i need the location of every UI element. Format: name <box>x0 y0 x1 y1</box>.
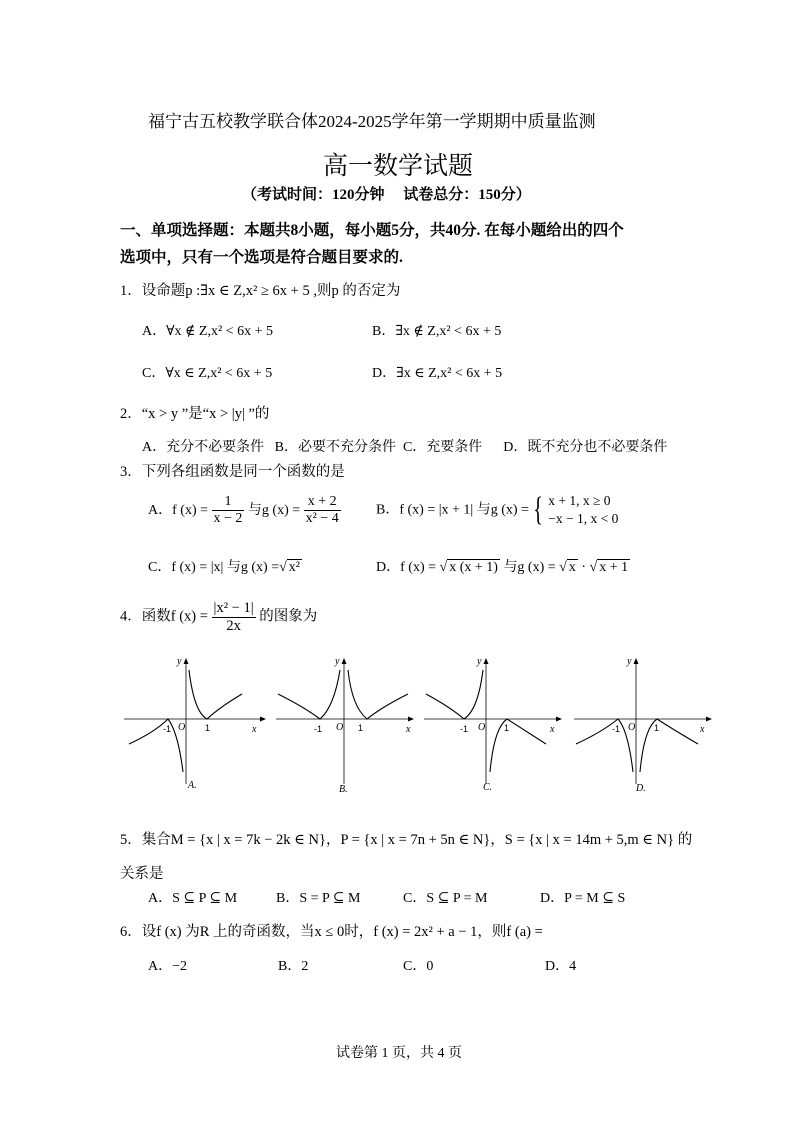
q3-a-label: A． <box>148 502 173 518</box>
y-axis-arrow-icon <box>484 658 489 664</box>
graph-a <box>120 652 270 802</box>
x-label: x <box>252 724 257 735</box>
q3-d-text: f (x) = <box>400 560 437 575</box>
graph-c <box>420 652 570 802</box>
q3-c-text: f (x) = |x| 与g (x) = <box>171 560 280 575</box>
q5-stem-line1: 5．集合M = {x | x = 7k − 2k ∈ N}，P = {x | x = 7n + 5n ∈ N}，S = {x | x = 14m + 5,m ∈ N} 的 <box>120 832 693 848</box>
curve-right <box>189 670 242 719</box>
origin-label: O <box>178 722 186 733</box>
x-axis-arrow-icon <box>556 717 562 722</box>
page-footer: 试卷第 1 页，共 4 页 <box>336 1046 462 1061</box>
q5-option-c: C．S ⊆ P = M <box>403 891 488 906</box>
curve-left <box>129 719 186 772</box>
sqrt-icon: √ <box>279 560 287 575</box>
q2-stem: 2．“x > y ”是“x > |y| ”的 <box>120 406 270 422</box>
q3-d-mid: 与g (x) = <box>503 560 556 575</box>
x-label: x <box>406 724 411 735</box>
q4-stem-pre: 4．函数f (x) = <box>120 608 208 625</box>
x-axis-arrow-icon <box>260 717 266 722</box>
y-label: y <box>335 656 340 667</box>
exam-title: 福宁古五校教学联合体2024-2025学年第一学期期中质量监测 <box>148 112 596 131</box>
y-axis-arrow-icon <box>634 658 639 664</box>
left-brace-icon: { <box>533 491 544 529</box>
subject-title: 高一数学试题 <box>323 153 474 180</box>
curve-right <box>348 670 408 719</box>
graph-b <box>272 652 422 802</box>
q3-option-b <box>376 492 618 528</box>
q4-den: 2x <box>212 617 256 635</box>
graph-letter: B. <box>339 784 348 795</box>
tick-neg1: -1 <box>314 724 323 734</box>
q5-option-a: A．S ⊆ P ⊆ M <box>148 891 238 906</box>
y-axis-arrow-icon <box>342 658 347 664</box>
tick-pos1: 1 <box>205 723 211 733</box>
q3-a-mid: 与g (x) = <box>247 502 301 518</box>
q3-a-g-fraction <box>304 494 341 527</box>
q3-option-a <box>148 494 341 527</box>
q3-a-f-den: x − 2 <box>213 511 243 527</box>
q3-option-d <box>376 556 630 576</box>
q6-option-d: D．4 <box>545 959 577 974</box>
q4-stem-post: 的图象为 <box>259 608 318 625</box>
curve-left <box>426 670 483 719</box>
q3-a-f: f (x) = <box>172 502 209 518</box>
q4-fraction <box>212 600 256 634</box>
q3-b-cases <box>548 492 618 528</box>
curve-left <box>576 719 636 772</box>
section-heading-line1: 一、单项选择题：本题共8小题，每小题5分，共40分. 在每小题给出的四个 <box>120 222 624 239</box>
x-axis-arrow-icon <box>706 717 712 722</box>
q6-option-c: C．0 <box>403 959 434 974</box>
q3-c-sqrt: x² <box>288 560 300 575</box>
q3-c-label: C． <box>148 560 172 575</box>
q3-d-sqrt3: x + 1 <box>599 560 629 575</box>
q4-num: |x² − 1| <box>213 600 254 616</box>
tick-neg1: -1 <box>460 724 469 734</box>
q5-stem-line2: 关系是 <box>120 866 164 882</box>
tick-neg1: -1 <box>612 724 621 734</box>
q1-stem: 1．设命题p :∃x ∈ Z,x² ≥ 6x + 5 ,则p 的否定为 <box>120 283 401 299</box>
sqrt-icon: √ <box>559 560 567 575</box>
x-axis-arrow-icon <box>408 717 414 722</box>
q3-b-case1: x + 1, x ≥ 0 <box>548 493 611 508</box>
q3-b-label: B． <box>376 502 400 518</box>
q3-stem: 3．下列各组函数是同一个函数的是 <box>120 464 345 480</box>
x-label: x <box>550 724 555 735</box>
y-label: y <box>177 656 182 667</box>
q3-d-sqrt2: x <box>568 560 576 575</box>
q4-stem <box>120 600 317 634</box>
q3-b-text: f (x) = |x + 1| 与g (x) = <box>399 502 529 518</box>
y-axis-arrow-icon <box>184 658 189 664</box>
tick-pos1: 1 <box>358 723 364 733</box>
q6-option-b: B．2 <box>278 959 309 974</box>
graph-d <box>570 652 720 802</box>
exam-info: （考试时间：120分钟 试卷总分：150分） <box>242 187 531 203</box>
q3-d-sqrt1: x (x + 1) <box>449 560 498 575</box>
origin-label: O <box>478 722 486 733</box>
y-label: y <box>627 656 632 667</box>
q6-stem: 6．设f (x) 为R 上的奇函数，当x ≤ 0时，f (x) = 2x² + a − 1，则f (a) = <box>120 924 543 940</box>
q3-d-label: D． <box>376 560 401 575</box>
graph-letter: C. <box>483 782 493 793</box>
q1-option-c: C．∀x ∈ Z,x² < 6x + 5 <box>142 366 273 381</box>
origin-label: O <box>336 722 344 733</box>
sqrt-icon: √ <box>439 560 448 575</box>
curve-right <box>640 719 698 772</box>
q3-a-g-den: x² − 4 <box>305 511 339 527</box>
q3-d-dot: · <box>581 560 587 575</box>
curve-right <box>490 719 546 772</box>
tick-pos1: 1 <box>654 723 660 733</box>
sqrt-icon: √ <box>589 560 598 575</box>
q2-options: A．充分不必要条件 B．必要不充分条件 C．充要条件 D．既不充分也不必要条件 <box>142 440 668 455</box>
q3-a-g-num: x + 2 <box>307 494 337 509</box>
q5-option-b: B．S = P ⊆ M <box>276 891 361 906</box>
graph-letter: D. <box>636 783 646 794</box>
tick-neg1: -1 <box>163 724 172 734</box>
q1-option-a: A．∀x ∉ Z,x² < 6x + 5 <box>142 324 273 339</box>
q1-option-d: D．∃x ∈ Z,x² < 6x + 5 <box>372 366 503 381</box>
q3-b-case2: −x − 1, x < 0 <box>548 511 619 527</box>
y-label: y <box>477 656 482 667</box>
origin-label: O <box>628 722 636 733</box>
q5-option-d: D．P = M ⊆ S <box>540 891 626 906</box>
x-label: x <box>700 724 705 735</box>
q3-a-f-num: 1 <box>224 494 232 509</box>
q3-option-c <box>148 556 302 576</box>
section-heading-line2: 选项中，只有一个选项是符合题目要求的. <box>120 249 403 266</box>
tick-pos1: 1 <box>504 723 510 733</box>
q3-a-f-fraction <box>212 494 245 527</box>
curve-left <box>278 670 340 719</box>
graph-letter: A. <box>188 780 197 791</box>
q6-option-a: A．−2 <box>148 959 188 974</box>
q1-option-b: B．∃x ∉ Z,x² < 6x + 5 <box>372 324 502 339</box>
